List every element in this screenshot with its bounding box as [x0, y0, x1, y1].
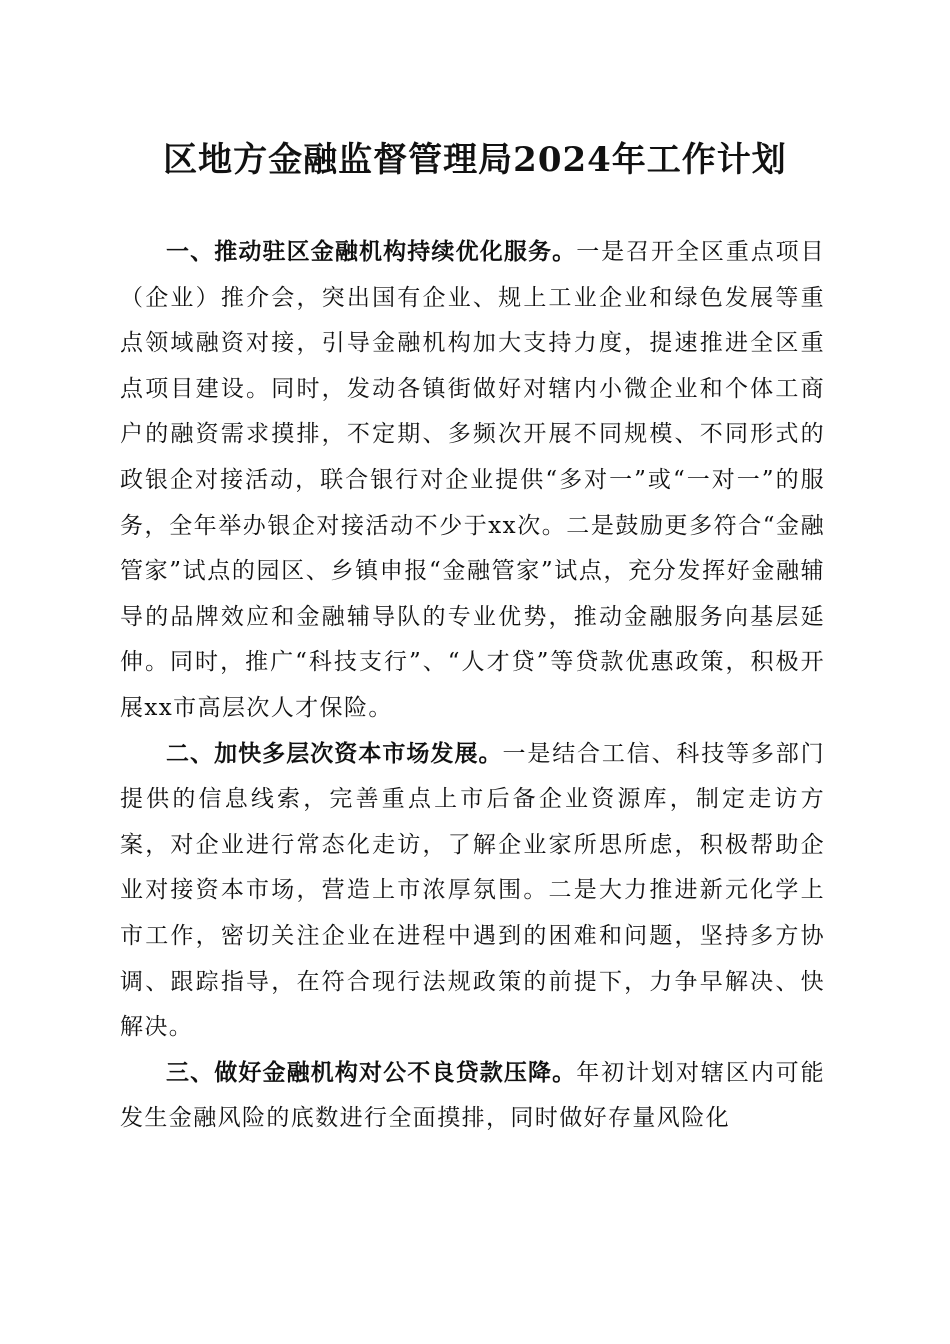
paragraph-1-text: 一是召开全区重点项目（企业）推介会，突出国有企业、规上工业企业和绿色发展等重点领域融资对接，引导金融机构加大支持力度，提速推进全区重点项目建设。同时，发动各镇街做好对辖内小微企业和个体工商户的融资需求摸排，不定期、多频次开展不同规模、不同形式的政银企对接活动，联合银行对企业提供“多对一”或“一对一”的服务，全年举办银企对接活动不少于xx次。二是鼓励更多符合“金融管家”试点的园区、乡镇申报“金融管家”试点，充分发挥好金融辅导的品牌效应和金融辅导队的专业优势，推动金融服务向基层延伸。同时，推广“科技支行”、“人才贷”等贷款优惠政策，积极开展xx市高层次人才保险。 — [120, 239, 826, 721]
paragraph-2 — [120, 732, 825, 1051]
document-body — [120, 230, 825, 1142]
paragraph-3-heading: 三、做好金融机构对公不良贷款压降。 — [166, 1059, 577, 1086]
paragraph-2-text: 一是结合工信、科技等多部门提供的信息线索，完善重点上市后备企业资源库，制定走访方案，对企业进行常态化走访，了解企业家所思所虑，积极帮助企业对接资本市场，营造上市浓厚氛围。二是大力推进新元化学上市工作，密切关注企业在进程中遇到的困难和问题，坚持多方协调、跟踪指导，在符合现行法规政策的前提下，力争早解决、快解决。 — [120, 740, 826, 1041]
paragraph-3 — [120, 1051, 825, 1142]
paragraph-1-heading: 一、推动驻区金融机构持续优化服务。 — [166, 239, 577, 265]
document-title: 区地方金融监督管理局2024年工作计划 — [163, 140, 787, 180]
paragraph-1 — [120, 230, 825, 732]
paragraph-2-heading: 二、加快多层次资本市场发展。 — [166, 740, 503, 767]
paragraph-3-text: 年初计划对辖区内可能发生金融风险的底数进行全面摸排，同时做好存量风险化 — [120, 1059, 826, 1132]
